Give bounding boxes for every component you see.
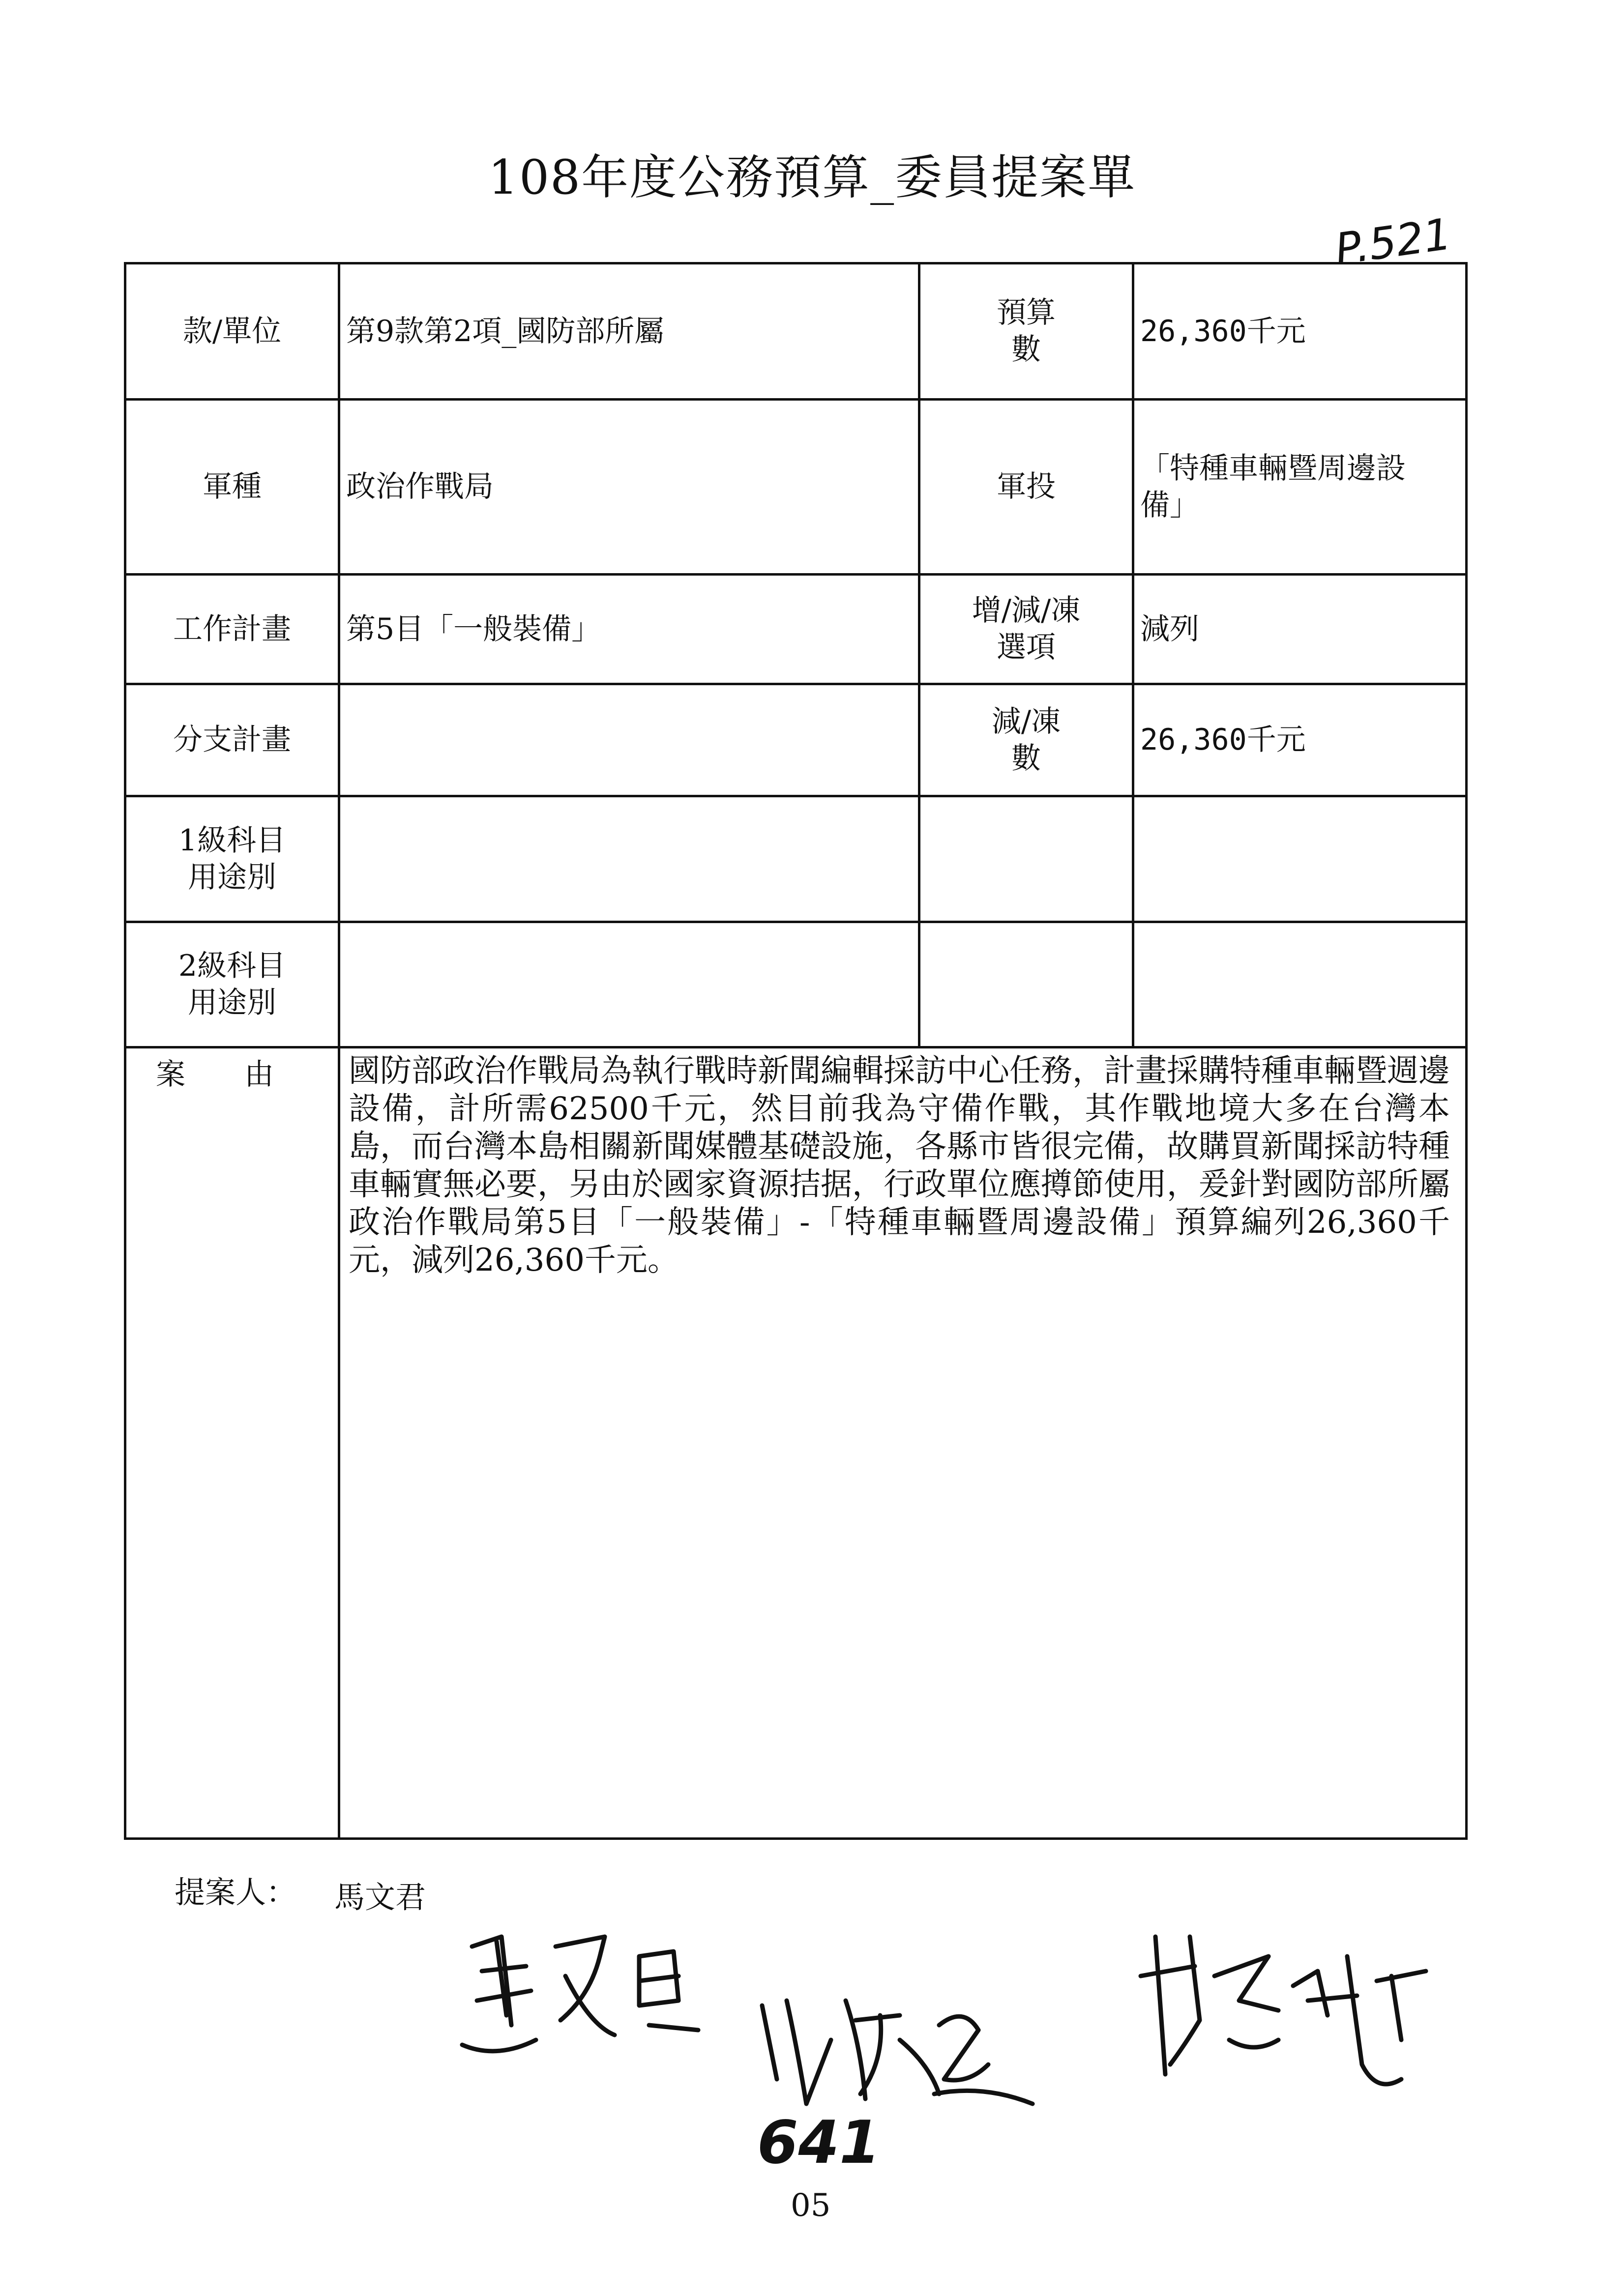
label-reason: 案由 bbox=[156, 1057, 333, 1092]
value-reduction-amount: 26,360千元 bbox=[1140, 723, 1306, 757]
value-military-investment: 「特種車輛暨周邊設 備」 bbox=[1140, 451, 1406, 523]
label-branch: 軍種 bbox=[203, 469, 262, 504]
value-account-unit: 第9款第2項_國防部所屬 bbox=[346, 314, 664, 349]
page-title: 108年度公務預算_委員提案單 bbox=[488, 150, 1136, 205]
page-sub-number: 05 bbox=[791, 2187, 831, 2224]
value-level2-subject bbox=[340, 923, 918, 1046]
label-level1-extra bbox=[920, 797, 1132, 921]
row-divider bbox=[126, 1046, 1465, 1048]
label-sub-plan: 分支計畫 bbox=[173, 723, 291, 757]
value-budget-amount: 26,360千元 bbox=[1140, 314, 1306, 349]
page-number: 641 bbox=[757, 2109, 881, 2177]
label-reduction-amount: 減/凍 數 bbox=[991, 704, 1061, 776]
page-reference: P.521 bbox=[1331, 208, 1454, 275]
value-branch: 政治作戰局 bbox=[346, 469, 494, 504]
proposer-name: 馬文君 bbox=[334, 1879, 426, 1915]
proposal-form bbox=[124, 262, 1468, 1840]
label-military-investment: 軍投 bbox=[997, 469, 1056, 504]
value-level1-subject bbox=[340, 797, 918, 921]
label-account-unit: 款/單位 bbox=[182, 314, 282, 349]
value-level2-extra bbox=[1134, 923, 1465, 1046]
value-option: 減列 bbox=[1140, 611, 1199, 646]
proposer-label: 提案人： bbox=[175, 1874, 297, 1910]
label-option: 增/減/凍 選項 bbox=[972, 593, 1081, 665]
label-level2-subject: 2級科目 用途別 bbox=[178, 949, 286, 1020]
value-sub-plan bbox=[340, 685, 918, 795]
value-level1-extra bbox=[1134, 797, 1465, 921]
handwritten-signatures bbox=[443, 1917, 1524, 2138]
label-budget-amount: 預算 數 bbox=[997, 295, 1056, 367]
label-level1-subject: 1級科目 用途別 bbox=[178, 823, 286, 895]
label-level2-extra bbox=[920, 923, 1132, 1046]
label-work-plan: 工作計畫 bbox=[173, 611, 291, 646]
value-work-plan: 第5目「一般裝備」 bbox=[346, 611, 601, 646]
reason-text: 國防部政治作戰局為執行戰時新聞編輯採訪中心任務，計畫採購特種車輛暨週邊設備，計所需62500千元，然目前我為守備作戰，其作戰地境大多在台灣本島，而台灣本島相關新聞媒體基礎設施，各縣市皆很完備，故購買新聞採訪特種車輛實無必要，另由於國家資源拮据，行政單位應撙節使用，爰針對國防部所屬政治作戰局第5目「一般裝備」-「特種車輛暨周邊設備」預算編列26,360千元，減列26,360千元。 bbox=[349, 1053, 1450, 1279]
